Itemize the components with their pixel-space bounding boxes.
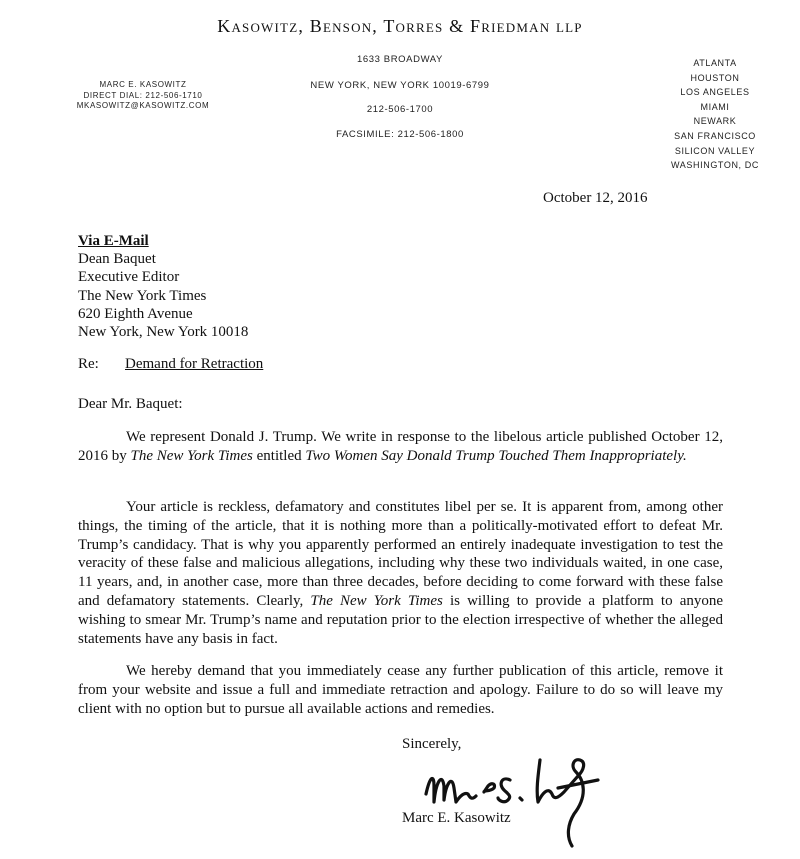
- firm-street: 1633 BROADWAY: [357, 54, 443, 65]
- salutation: Dear Mr. Baquet:: [78, 396, 183, 412]
- letter-date: October 12, 2016: [543, 190, 648, 206]
- recipient-address: [78, 232, 248, 341]
- recipient-org: The New York Times: [78, 287, 207, 304]
- office-item: SILICON VALLEY: [674, 145, 756, 156]
- office-item: HOUSTON: [690, 72, 740, 83]
- re-subject: Demand for Retraction: [125, 356, 264, 372]
- office-item: LOS ANGELES: [680, 87, 750, 98]
- paragraph-2-text: Your article is reckless, defamatory and constitutes libel per se. It is apparent from, among other things, the timing of the article, that it is nothing more than a politically-motivated effort to defeat Mr. Trump’s candidacy. That is why you apparently performed an entirely inadequate investigation to test the veracity of these false and malicious allegations, including why these two individuals waited, in one case, 11 years, and, in another case, more than three decades, before deciding to come forward with these false and defamatory statements. Clearly,: [78, 499, 723, 609]
- delivery-method: Via E-Mail: [78, 233, 149, 249]
- office-item: ATLANTA: [693, 58, 737, 68]
- office-item: SAN FRANCISCO: [674, 130, 756, 141]
- paragraph-1-text-2: entitled: [252, 447, 306, 464]
- recipient-name: Dean Baquet: [78, 251, 156, 268]
- paragraph-1-publication: The New York Times: [130, 447, 253, 464]
- recipient-city: New York, New York 10018: [78, 324, 249, 341]
- sender-name: MARC E. KASOWITZ: [99, 80, 187, 89]
- sender-info: [38, 80, 248, 112]
- signatory-name: Marc E. Kasowitz: [402, 810, 511, 826]
- sender-email: MKASOWITZ@KASOWITZ.COM: [76, 101, 210, 110]
- office-item: WASHINGTON, DC: [671, 160, 759, 171]
- firm-fax: FACSIMILE: 212-506-1800: [336, 129, 464, 140]
- office-list: [660, 56, 770, 173]
- firm-name: Kasowitz, Benson, Torres & Friedman llp: [217, 16, 583, 36]
- sender-direct-dial: DIRECT DIAL: 212-506-1710: [83, 90, 203, 100]
- paragraph-2-publication: The New York Times: [310, 592, 443, 609]
- handwritten-signature: [418, 736, 618, 856]
- paragraph-1-article-title: Two Women Say Donald Trump Touched Them Inappropriately.: [305, 447, 687, 464]
- paragraph-3: We hereby demand that you immediately cease any further publication of this article, remove it from your website and issue a full and immediate retraction and apology. Failure to do so will leave my client with no option but to pursue all available actions and remedies.: [78, 663, 723, 717]
- closing: Sincerely,: [402, 736, 462, 752]
- office-item: NEWARK: [693, 116, 737, 127]
- paragraph-2-text-2: is willing to provide a platform to anyone wishing to smear Mr. Trump’s name and reputation prior to the election irrespective of whether the alleged statements have any basis in fact.: [78, 592, 724, 647]
- re-line: [78, 356, 263, 373]
- firm-phone: 212-506-1700: [366, 104, 434, 115]
- paragraph-2: [78, 498, 723, 648]
- office-item: MIAMI: [700, 101, 730, 112]
- recipient-street: 620 Eighth Avenue: [78, 305, 193, 322]
- recipient-title: Executive Editor: [78, 269, 180, 286]
- re-label: Re:: [78, 356, 99, 372]
- paragraph-1-text: We represent Donald J. Trump. We write in response to the libelous article published October 12, 2016 by: [78, 429, 723, 464]
- firm-city: NEW YORK, NEW YORK 10019-6799: [310, 80, 490, 91]
- paragraph-1: [78, 428, 723, 466]
